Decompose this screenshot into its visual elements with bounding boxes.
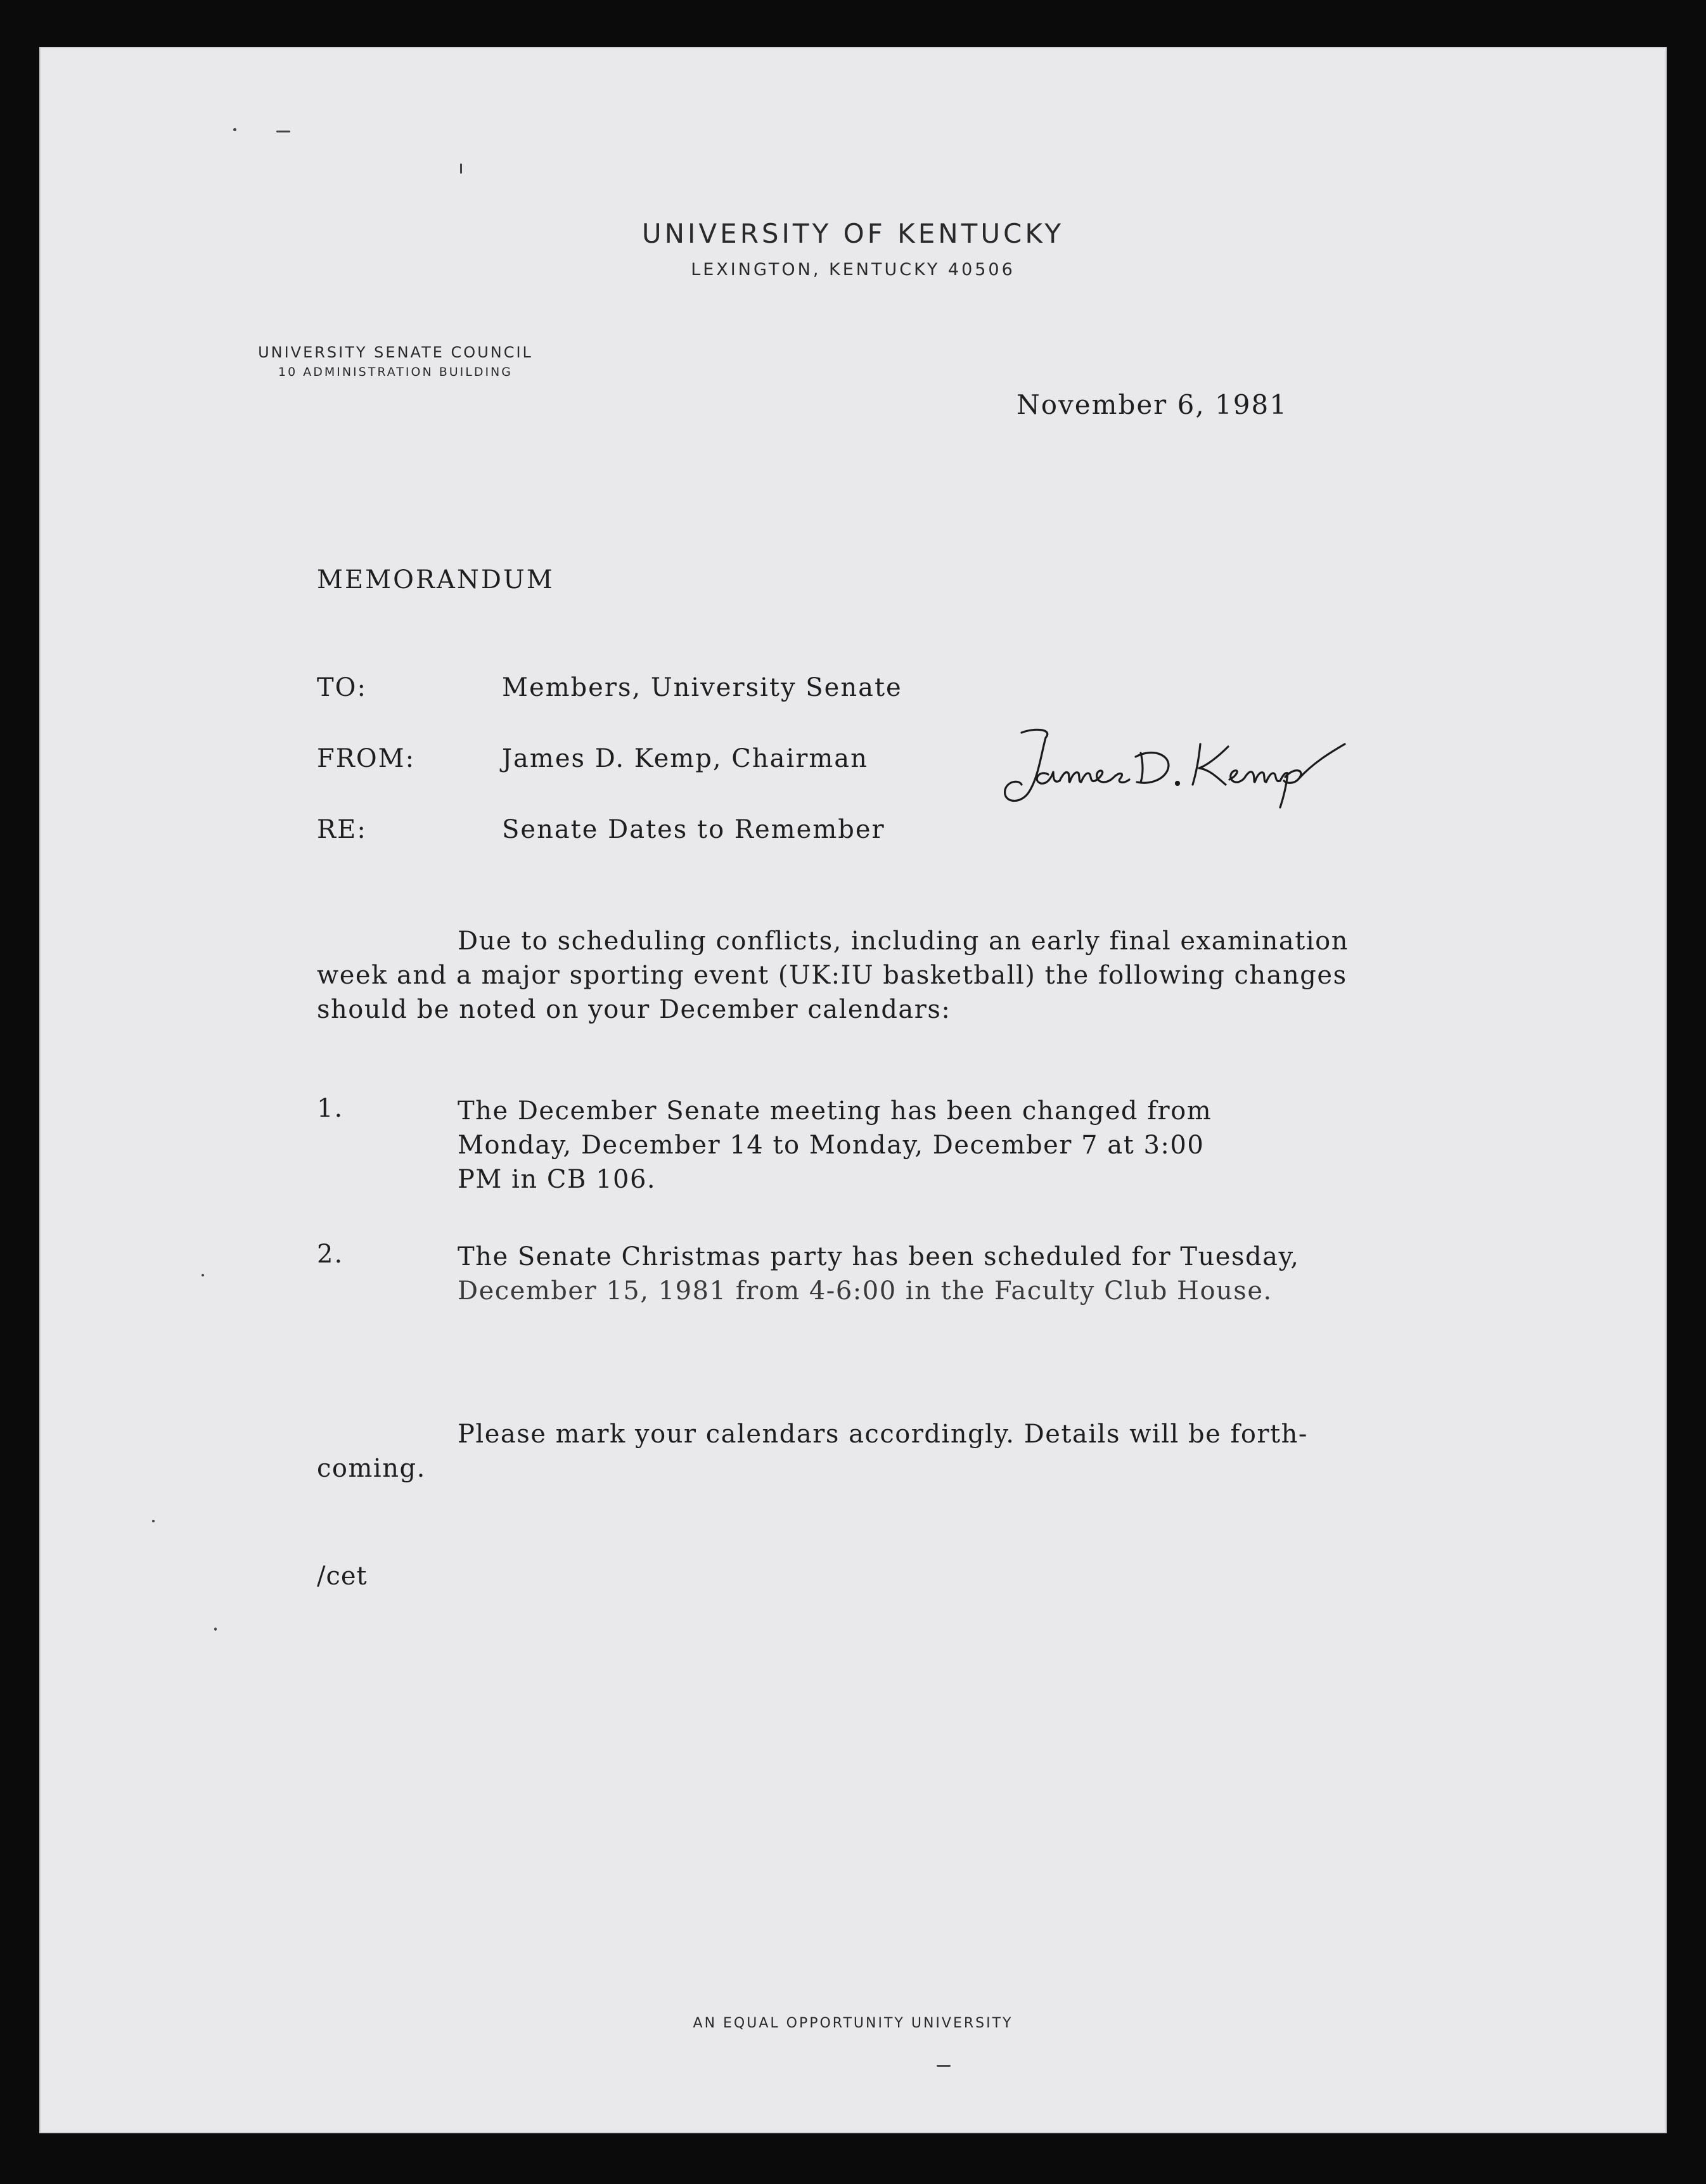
typist-initials: /cet <box>317 1562 368 1591</box>
re-value: Senate Dates to Remember <box>502 815 885 844</box>
item-line: The Senate Christmas party has been scheduled for Tuesday, <box>458 1242 1300 1271</box>
office-building: 10 ADMINISTRATION BUILDING <box>278 365 513 379</box>
paper-speck <box>233 128 236 131</box>
letterhead-address: LEXINGTON, KENTUCKY 40506 <box>691 260 1015 279</box>
intro-paragraph <box>317 924 1349 1027</box>
re-label: RE: <box>317 815 367 844</box>
intro-line-2: week and a major sporting event (UK:IU basketball) the following changes <box>317 961 1347 990</box>
office-name: UNIVERSITY SENATE COUNCIL <box>258 344 533 361</box>
list-item <box>458 1094 1212 1197</box>
to-label: TO: <box>317 673 367 702</box>
memo-heading: MEMORANDUM <box>317 565 555 594</box>
memo-page <box>39 47 1667 2133</box>
paper-speck <box>937 2065 951 2067</box>
intro-line-1: Due to scheduling conflicts, including an early final examination <box>458 927 1349 956</box>
closing-line-2: coming. <box>317 1454 426 1483</box>
item-line: Monday, December 14 to Monday, December 7 at 3:00 <box>458 1131 1205 1160</box>
footer-tagline: AN EQUAL OPPORTUNITY UNIVERSITY <box>693 2015 1013 2031</box>
letterhead-title: UNIVERSITY OF KENTUCKY <box>641 218 1065 249</box>
item-line: The December Senate meeting has been changed from <box>458 1096 1212 1126</box>
memo-date: November 6, 1981 <box>1017 389 1288 420</box>
from-value: James D. Kemp, Chairman <box>502 744 868 773</box>
to-value: Members, University Senate <box>502 673 902 702</box>
paper-speck <box>152 1520 155 1522</box>
paper-speck <box>460 164 462 174</box>
item-number: 2. <box>317 1240 344 1269</box>
intro-line-3: should be noted on your December calendars: <box>317 995 951 1024</box>
item-line: December 15, 1981 from 4-6:00 in the Faculty Club House. <box>458 1276 1273 1306</box>
from-label: FROM: <box>317 744 416 773</box>
list-item <box>458 1240 1299 1308</box>
handwritten-signature <box>977 719 1357 814</box>
paper-speck <box>202 1274 204 1276</box>
item-number: 1. <box>317 1094 344 1123</box>
item-line: PM in CB 106. <box>458 1165 657 1194</box>
closing-line-1: Please mark your calendars accordingly. Details will be forth- <box>458 1420 1308 1449</box>
paper-speck <box>214 1628 217 1631</box>
paper-speck <box>276 131 290 132</box>
office-block <box>218 344 573 379</box>
closing-paragraph <box>317 1417 1308 1486</box>
